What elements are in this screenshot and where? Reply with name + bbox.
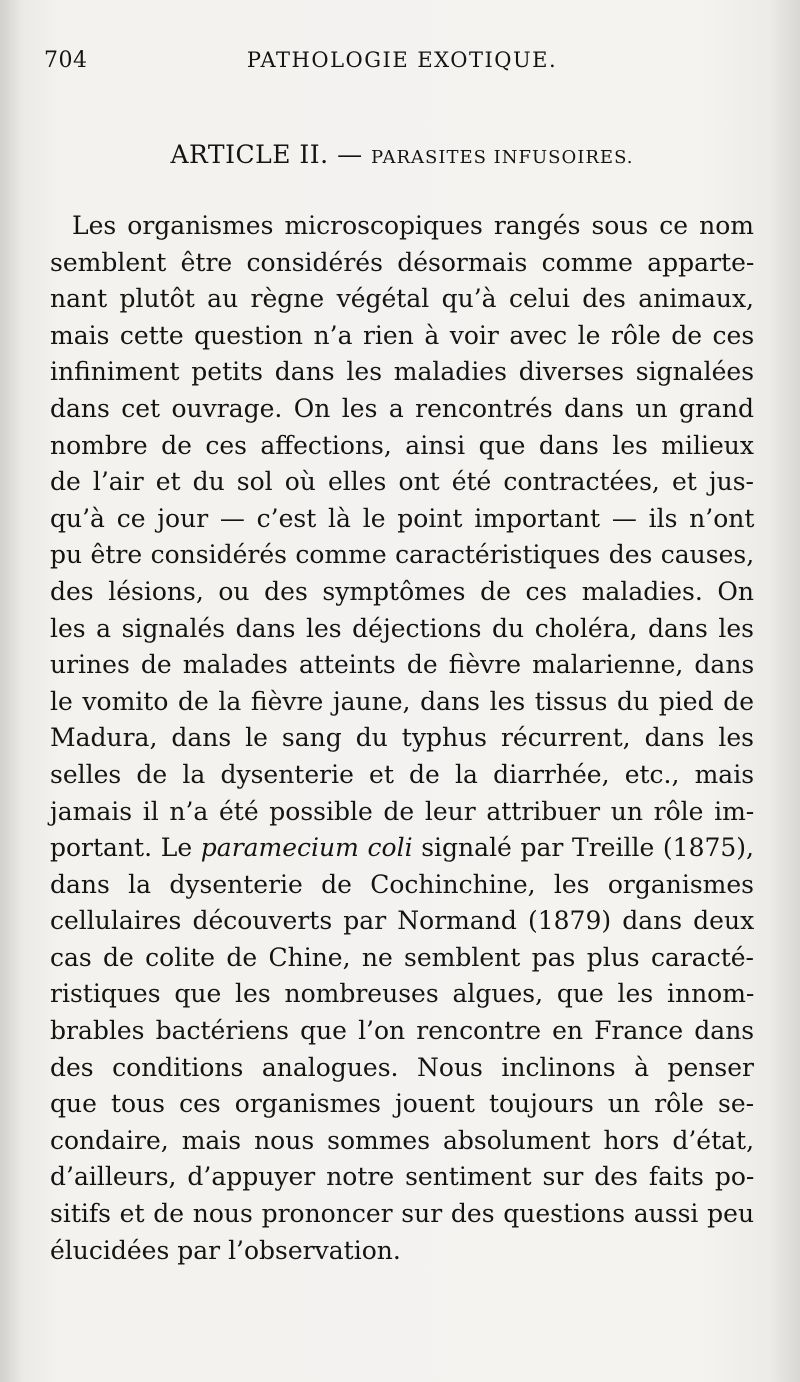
body-line: qu’à ce jour — c’est là le point important — ils n’ont	[50, 503, 755, 533]
body-line: ristiques que les nombreuses algues, que les innom-	[50, 979, 755, 1009]
body-line: jamais il n’a été possible de leur attribuer un rôle im-	[50, 796, 755, 826]
article-label: ARTICLE II.	[170, 140, 329, 169]
body-line: sitifs et de nous prononcer sur des questions aussi peu	[50, 1199, 755, 1229]
body-line: Les organismes microscopiques rangés sous ce nom	[72, 211, 754, 240]
body-line: le vomito de la fièvre jaune, dans les tissus du pied de	[50, 686, 754, 716]
page-number: 704	[44, 48, 88, 73]
body-line: cellulaires découverts par Normand (1879) dans deux	[50, 906, 755, 936]
body-line: dans cet ouvrage. On les a rencontrés dans un grand	[50, 393, 754, 423]
body-line: condaire, mais nous sommes absolument hors d’état,	[50, 1125, 755, 1155]
body-line: urines de malades atteints de fièvre malarienne, dans	[50, 650, 755, 680]
page-shadow-left	[0, 0, 22, 1382]
body-line: d’ailleurs, d’appuyer notre sentiment sur des faits po-	[50, 1162, 755, 1192]
body-line: que tous ces organismes jouent toujours un rôle se-	[50, 1089, 755, 1119]
body-line: des lésions, ou des symptômes de ces maladies. On	[50, 576, 754, 606]
running-head	[44, 48, 760, 84]
page-shadow-right	[770, 0, 800, 1382]
body-line-last: élucidées par l’observation.	[50, 1235, 401, 1265]
body-line: de l’air et du sol où elles ont été contractées, et jus-	[50, 467, 754, 497]
body-line: les a signalés dans les déjections du choléra, dans les	[50, 613, 754, 643]
body-line: infiniment petits dans les maladies diverses signalées	[50, 357, 755, 387]
body-line: semblent être considérés désormais comme apparte-	[50, 247, 755, 277]
body-paragraph	[50, 208, 754, 1269]
body-line: selles de la dysenterie et de la diarrhée, etc., mais	[50, 759, 755, 789]
body-line: mais cette question n’a rien à voir avec le rôle de ces	[50, 320, 755, 350]
body-line: nant plutôt au règne végétal qu’à celui des animaux,	[50, 284, 754, 314]
body-line: dans la dysenterie de Cochinchine, les organismes	[50, 869, 754, 899]
body-line-with-italic	[50, 830, 754, 867]
italic-term: paramecium coli	[200, 833, 413, 863]
article-subtitle: PARASITES INFUSOIRES.	[371, 147, 634, 168]
heading-dash: —	[337, 140, 363, 169]
body-line: pu être considérés comme caractéristiques des causes,	[50, 540, 755, 570]
body-line: Madura, dans le sang du typhus récurrent, dans les	[50, 723, 754, 753]
article-heading	[44, 140, 760, 169]
body-line: des conditions analogues. Nous inclinons à penser	[50, 1052, 754, 1082]
running-title: PATHOLOGIE EXOTIQUE.	[246, 48, 558, 72]
text-segment: signalé par Treille (1875),	[412, 833, 754, 863]
body-line: cas de colite de Chine, ne semblent pas plus caracté-	[50, 942, 754, 972]
body-line: brables bactériens que l’on rencontre en France dans	[50, 1016, 755, 1046]
text-segment: portant. Le	[50, 833, 201, 863]
body-line: nombre de ces affections, ainsi que dans les milieux	[50, 430, 754, 460]
